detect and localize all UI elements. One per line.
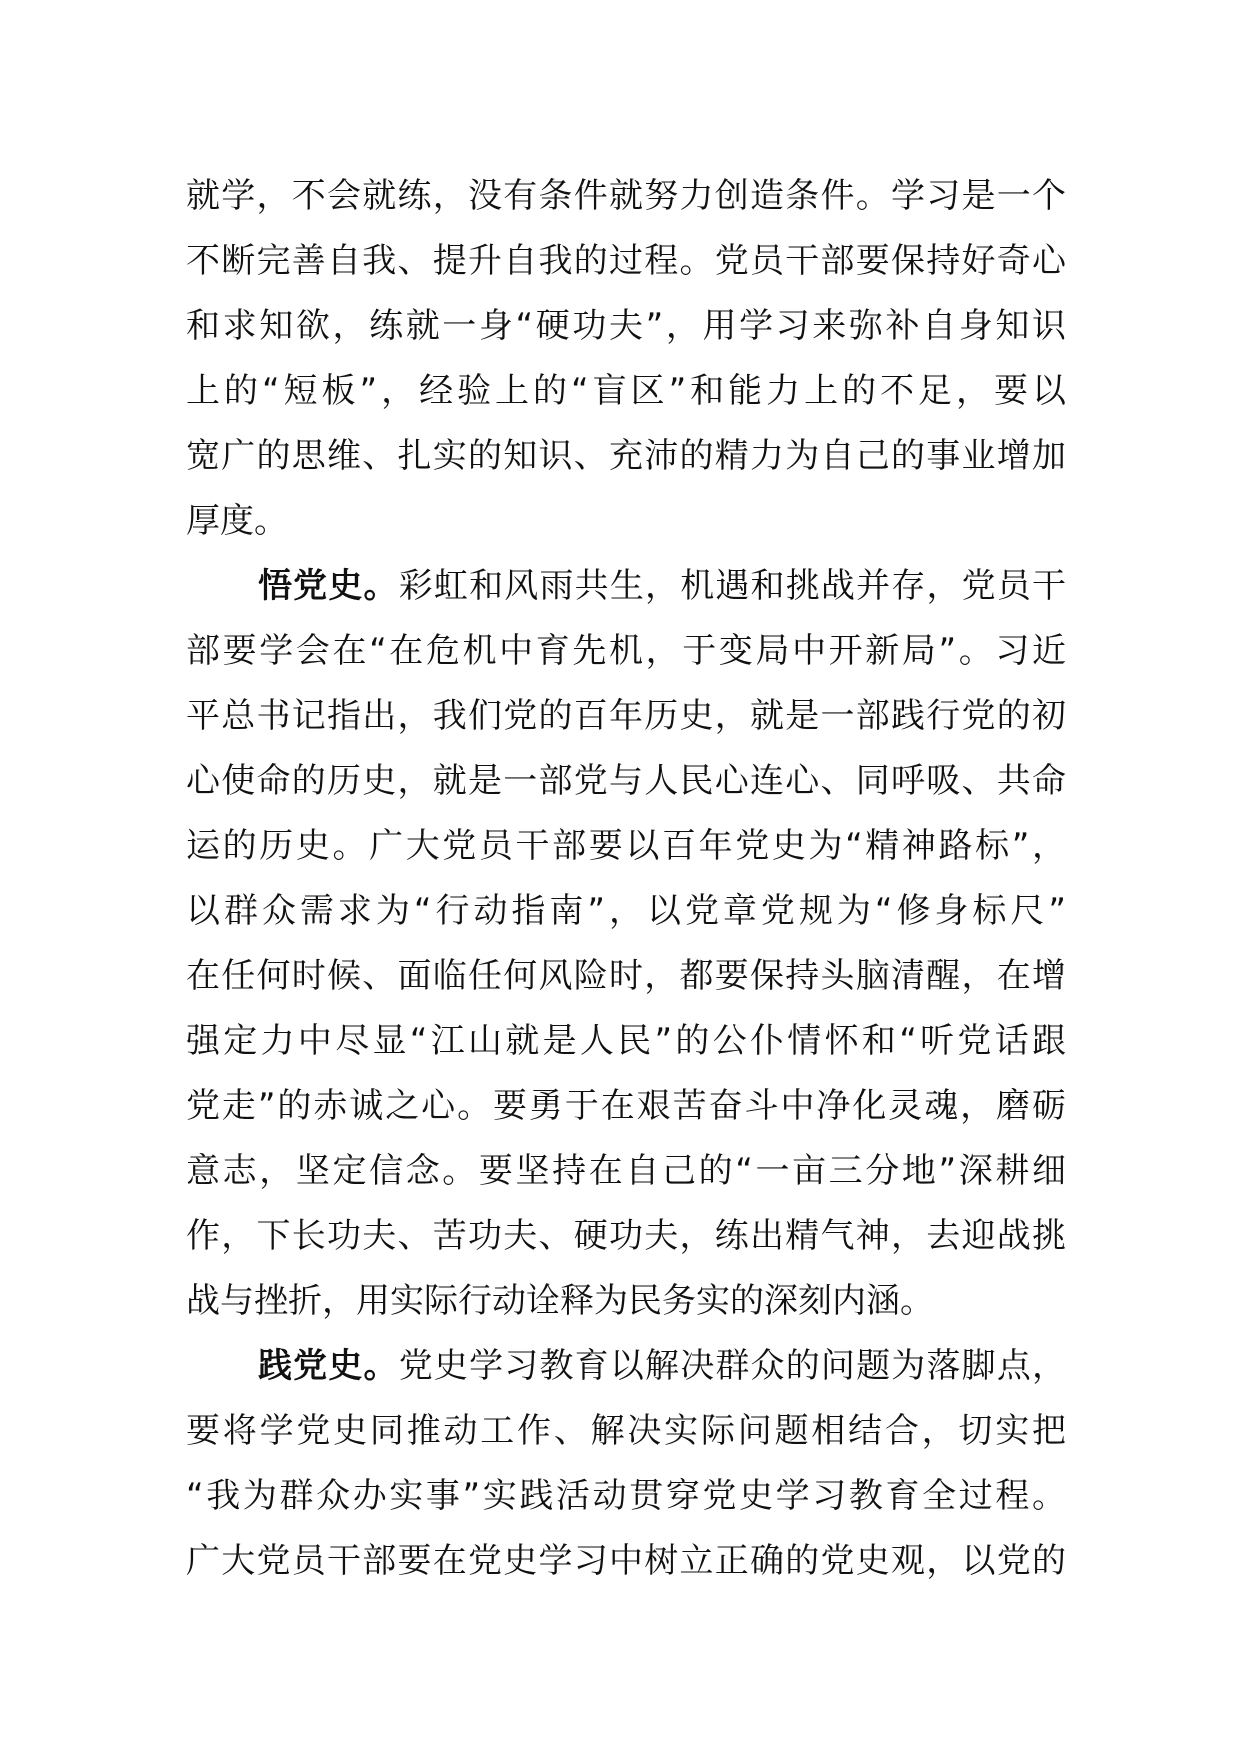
- text-line: 心使命的历史，就是一部党与人民心连心、同呼吸、共命: [186, 761, 1066, 801]
- text-line: 不断完善自我、提升自我的过程。党员干部要保持好奇心: [186, 241, 1066, 281]
- text-line: 运的历史。广大党员干部要以百年党史为“精神路标”，: [186, 826, 1066, 866]
- text-line: 部要学会在“在危机中育先机，于变局中开新局”。习近: [186, 631, 1066, 671]
- text-line: [186, 554, 1066, 619]
- text-line: 党走”的赤诚之心。要勇于在艰苦奋斗中净化灵魂，磨砺: [186, 1086, 1066, 1126]
- section-heading: 悟党史。: [258, 566, 399, 606]
- text-line: 以群众需求为“行动指南”，以党章党规为“修身标尺”: [186, 891, 1066, 931]
- text-line: 平总书记指出，我们党的百年历史，就是一部践行党的初: [186, 696, 1066, 736]
- text-line: 厚度。: [186, 501, 288, 541]
- document-body: [186, 164, 1066, 1594]
- paragraph-continuation: [186, 164, 1066, 554]
- text-line: 意志，坚定信念。要坚持在自己的“一亩三分地”深耕细: [186, 1151, 1066, 1191]
- text-line: 和求知欲，练就一身“硬功夫”，用学习来弥补自身知识: [186, 306, 1066, 346]
- text-line: “我为群众办实事”实践活动贯穿党史学习教育全过程。: [186, 1476, 1066, 1516]
- text-line: 在任何时候、面临任何风险时，都要保持头脑清醒，在增: [186, 956, 1066, 996]
- text-line: 战与挫折，用实际行动诠释为民务实的深刻内涵。: [186, 1281, 934, 1321]
- text-line: 广大党员干部要在党史学习中树立正确的党史观，以党的: [186, 1541, 1066, 1581]
- text-segment: 党史学习教育以解决群众的问题为落脚点，: [398, 1346, 1067, 1386]
- paragraph-wu-dangshi: [186, 554, 1066, 1334]
- text-line: [186, 1334, 1066, 1399]
- text-line: 就学，不会就练，没有条件就努力创造条件。学习是一个: [186, 176, 1066, 216]
- text-line: 强定力中尽显“江山就是人民”的公仆情怀和“听党话跟: [186, 1021, 1066, 1061]
- text-line: 要将学党史同推动工作、解决实际问题相结合，切实把: [186, 1411, 1066, 1451]
- text-segment: 彩虹和风雨共生，机遇和挑战并存，党员干: [398, 566, 1067, 606]
- text-line: 上的“短板”，经验上的“盲区”和能力上的不足，要以: [186, 371, 1066, 411]
- paragraph-jian-dangshi: [186, 1334, 1066, 1594]
- text-line: 宽广的思维、扎实的知识、充沛的精力为自己的事业增加: [186, 436, 1066, 476]
- text-line: 作，下长功夫、苦功夫、硬功夫，练出精气神，去迎战挑: [186, 1216, 1066, 1256]
- section-heading: 践党史。: [258, 1346, 399, 1386]
